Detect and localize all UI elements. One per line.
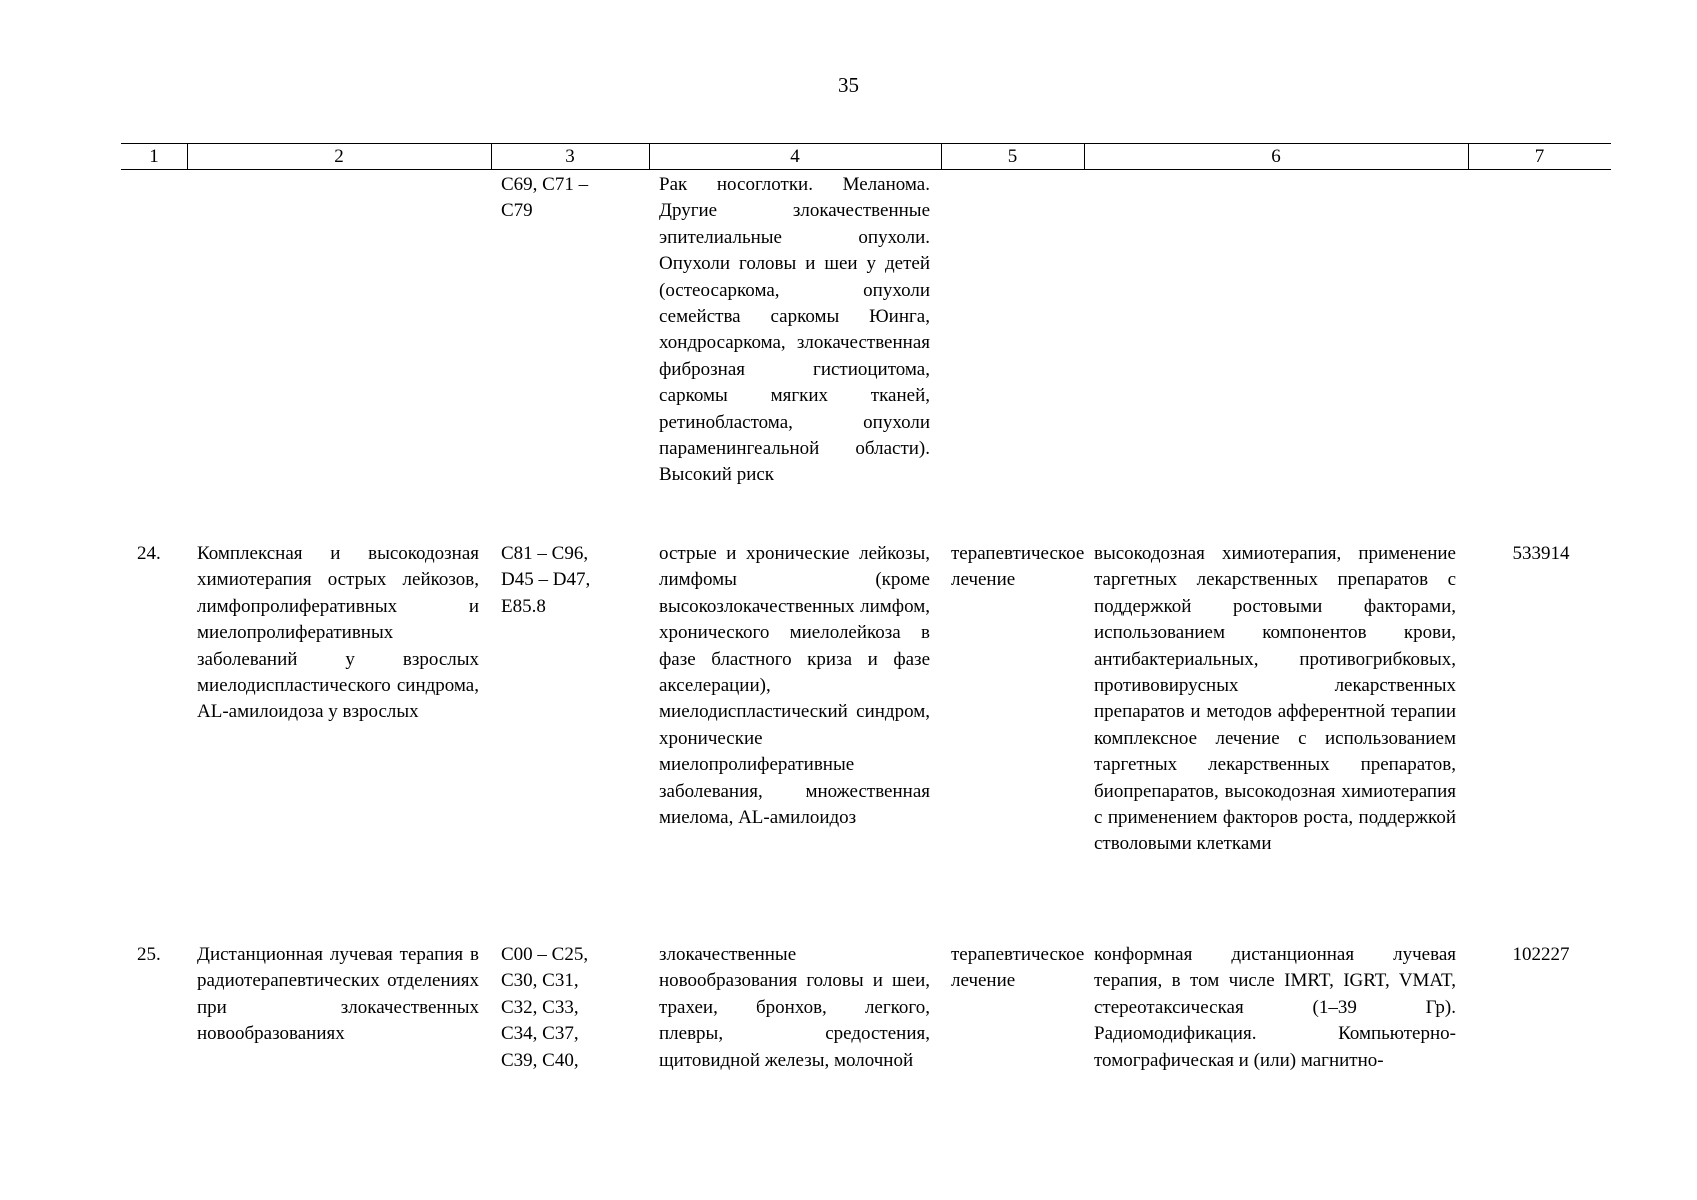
code-line: C39, C40,	[501, 1049, 579, 1071]
diagnosis-cell: острые и хронические лейкозы, лимфомы (кроме высокозлокачественных лимфом, хронического миелолейкоза в фазе бластного криза и фазе акселерации), миелодиспластический синдром, хронические миелопролиферативные заболевания, множественная миелома, AL-амилоидоз	[659, 543, 930, 829]
header-col-2: 2	[334, 146, 344, 167]
codes-cell	[501, 942, 638, 1074]
code-line: C81 – C96,	[501, 543, 589, 564]
treatment-method-cell: конформная дистанционная лучевая терапия, в том числе IMRT, IGRT, VMAT, стереотаксическая (1–39 Гр). Радиомодификация. Компьютерно-томографическая и (или) магнитно-	[1094, 944, 1456, 1071]
code-line: C00 – C25,	[501, 944, 589, 965]
code-line: C34, C37,	[501, 1023, 579, 1045]
treatment-method-cell: высокодозная химиотерапия, применение таргетных лекарственных препаратов с поддержкой ростовыми факторами, использованием компонентов крови, антибактериальных, противогрибковых, противовирусных лекарственных препаратов и методов афферентной терапии комплексное лечение с использованием таргетных лекарственных препаратов, биопрепаратов, высокодозная химиотерапия с применением факторов роста, поддержкой стволовыми клетками	[1094, 543, 1456, 855]
row-number: 24.	[137, 543, 161, 564]
code-line: C69, C71 –	[501, 174, 589, 195]
header-col-5: 5	[1007, 146, 1018, 167]
header-col-4: 4	[790, 146, 800, 167]
technology-name-cell: Дистанционная лучевая терапия в радиотерапевтических отделениях при злокачественных новообразованиях	[197, 944, 479, 1045]
header-col-7: 7	[1534, 146, 1545, 167]
technology-name-cell: Комплексная и высокодозная химиотерапия острых лейкозов, лимфопролиферативных и миелопролиферативных заболеваний у взрослых миелодиспластического синдрома, AL-амилоидоза у взрослых	[197, 543, 479, 723]
continued-codes-cell	[501, 172, 638, 225]
row-number: 25.	[137, 944, 161, 965]
cost-cell: 533914	[1512, 543, 1570, 564]
header-col-3: 3	[565, 146, 575, 167]
cost-cell: 102227	[1512, 944, 1570, 965]
code-line: E85.8	[501, 595, 546, 617]
treatment-type-cell: терапевтическое лечение	[951, 944, 1085, 992]
continued-diagnosis-cell: Рак носоглотки. Меланома. Другие злокачественные эпителиальные опухоли. Опухоли головы и шеи у детей (остеосаркома, опухоли семейства саркомы Юинга, хондросаркома, злокачественная фиброзная гистиоцитома, саркомы мягких тканей, ретинобластома, опухоли параменингеальной области). Высокий риск	[659, 174, 930, 486]
header-col-1: 1	[149, 146, 159, 167]
diagnosis-cell: злокачественные новообразования головы и шеи, трахеи, бронхов, легкого, плевры, средостения, щитовидной железы, молочной	[659, 944, 930, 1071]
header-col-6: 6	[1271, 146, 1281, 167]
code-line: C79	[501, 200, 533, 222]
code-line: C32, C33,	[501, 996, 579, 1018]
codes-cell	[501, 541, 638, 620]
treatment-type-cell: терапевтическое лечение	[951, 543, 1085, 591]
code-line: C30, C31,	[501, 970, 579, 992]
page-number: 35	[838, 73, 859, 97]
table-header	[121, 143, 1611, 170]
code-line: D45 – D47,	[501, 569, 591, 591]
